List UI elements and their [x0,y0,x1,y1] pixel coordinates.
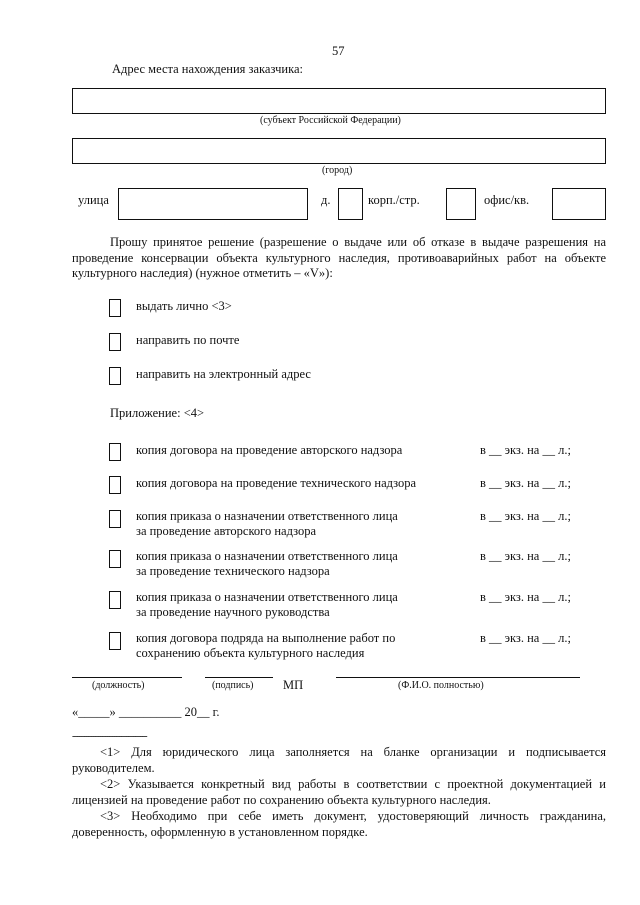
attachments-label: Приложение: <4> [110,406,205,420]
signature-caption: (подпись) [212,680,254,691]
attachment-copies: в __ экз. на __ л.; [480,443,571,457]
attachment-text: копия договора на проведение технического надзора [136,476,417,490]
delivery-option-label: выдать лично <3> [136,299,232,313]
footnote-separator: -------------------------------- [72,731,147,742]
footnote-2: <2> Указывается конкретный вид работы в соответствии с проектной документацией и лицензией на проведение работ по сохранению объекта культурного наследия. [72,777,606,807]
attachment-checkbox[interactable] [109,510,121,528]
office-label: офис/кв. [484,193,530,207]
delivery-option-label: направить на электронный адрес [136,367,311,381]
attachment-copies: в __ экз. на __ л.; [480,509,571,523]
footnote-1: <1> Для юридического лица заполняется на бланке организации и подписывается руководителем. [72,745,606,775]
attachment-text-line2: за проведение научного руководства [136,605,330,619]
house-field[interactable] [338,188,363,220]
attachment-text: копия договора на проведение авторского надзора [136,443,403,457]
house-label: д. [321,193,331,207]
office-field[interactable] [552,188,606,220]
attachment-checkbox[interactable] [109,550,121,568]
street-label: улица [78,193,109,207]
attachment-checkbox[interactable] [109,443,121,461]
position-line[interactable] [72,677,182,678]
position-caption: (должность) [92,680,145,691]
stamp-label: МП [283,678,304,692]
attachment-text-line2: за проведение технического надзора [136,564,330,578]
subject-field[interactable] [72,88,606,114]
attachment-text: копия договора подряда на выполнение работ по [136,631,396,645]
city-caption: (город) [322,165,353,176]
street-field[interactable] [118,188,308,220]
attachment-copies: в __ экз. на __ л.; [480,476,571,490]
subject-caption: (субъект Российской Федерации) [260,115,401,126]
attachment-copies: в __ экз. на __ л.; [480,631,571,645]
delivery-option-label: направить по почте [136,333,240,347]
attachment-text-line2: за проведение авторского надзора [136,524,316,538]
attachment-text: копия приказа о назначении ответственного лица [136,509,398,523]
attachment-text-line2: сохранению объекта культурного наследия [136,646,365,660]
name-caption: (Ф.И.О. полностью) [398,680,484,691]
city-field[interactable] [72,138,606,164]
delivery-checkbox-personal[interactable] [109,299,121,317]
name-line[interactable] [336,677,580,678]
attachment-copies: в __ экз. на __ л.; [480,549,571,563]
footnote-3: <3> Необходимо при себе иметь документ, удостоверяющий личность гражданина, доверенность, оформленную в установленном порядке. [72,809,606,839]
date-line[interactable]: «_____» __________ 20__ г. [72,705,220,719]
building-field[interactable] [446,188,476,220]
building-label: корп./стр. [368,193,420,207]
attachment-copies: в __ экз. на __ л.; [480,590,571,604]
attachment-text: копия приказа о назначении ответственного лица [136,549,398,563]
request-paragraph: Прошу принятое решение (разрешение о выдаче или об отказе в выдаче разрешения на проведение консервации объекта культурного наследия, противоаварийных работ на объекте культурного наследия) (нужное отметить – «V»): [72,235,606,280]
signature-line[interactable] [205,677,273,678]
delivery-checkbox-email[interactable] [109,367,121,385]
attachment-checkbox[interactable] [109,632,121,650]
attachment-checkbox[interactable] [109,591,121,609]
page-number: 57 [332,44,345,58]
attachment-checkbox[interactable] [109,476,121,494]
customer-address-label: Адрес места нахождения заказчика: [112,62,304,76]
attachment-text: копия приказа о назначении ответственного лица [136,590,398,604]
delivery-checkbox-mail[interactable] [109,333,121,351]
